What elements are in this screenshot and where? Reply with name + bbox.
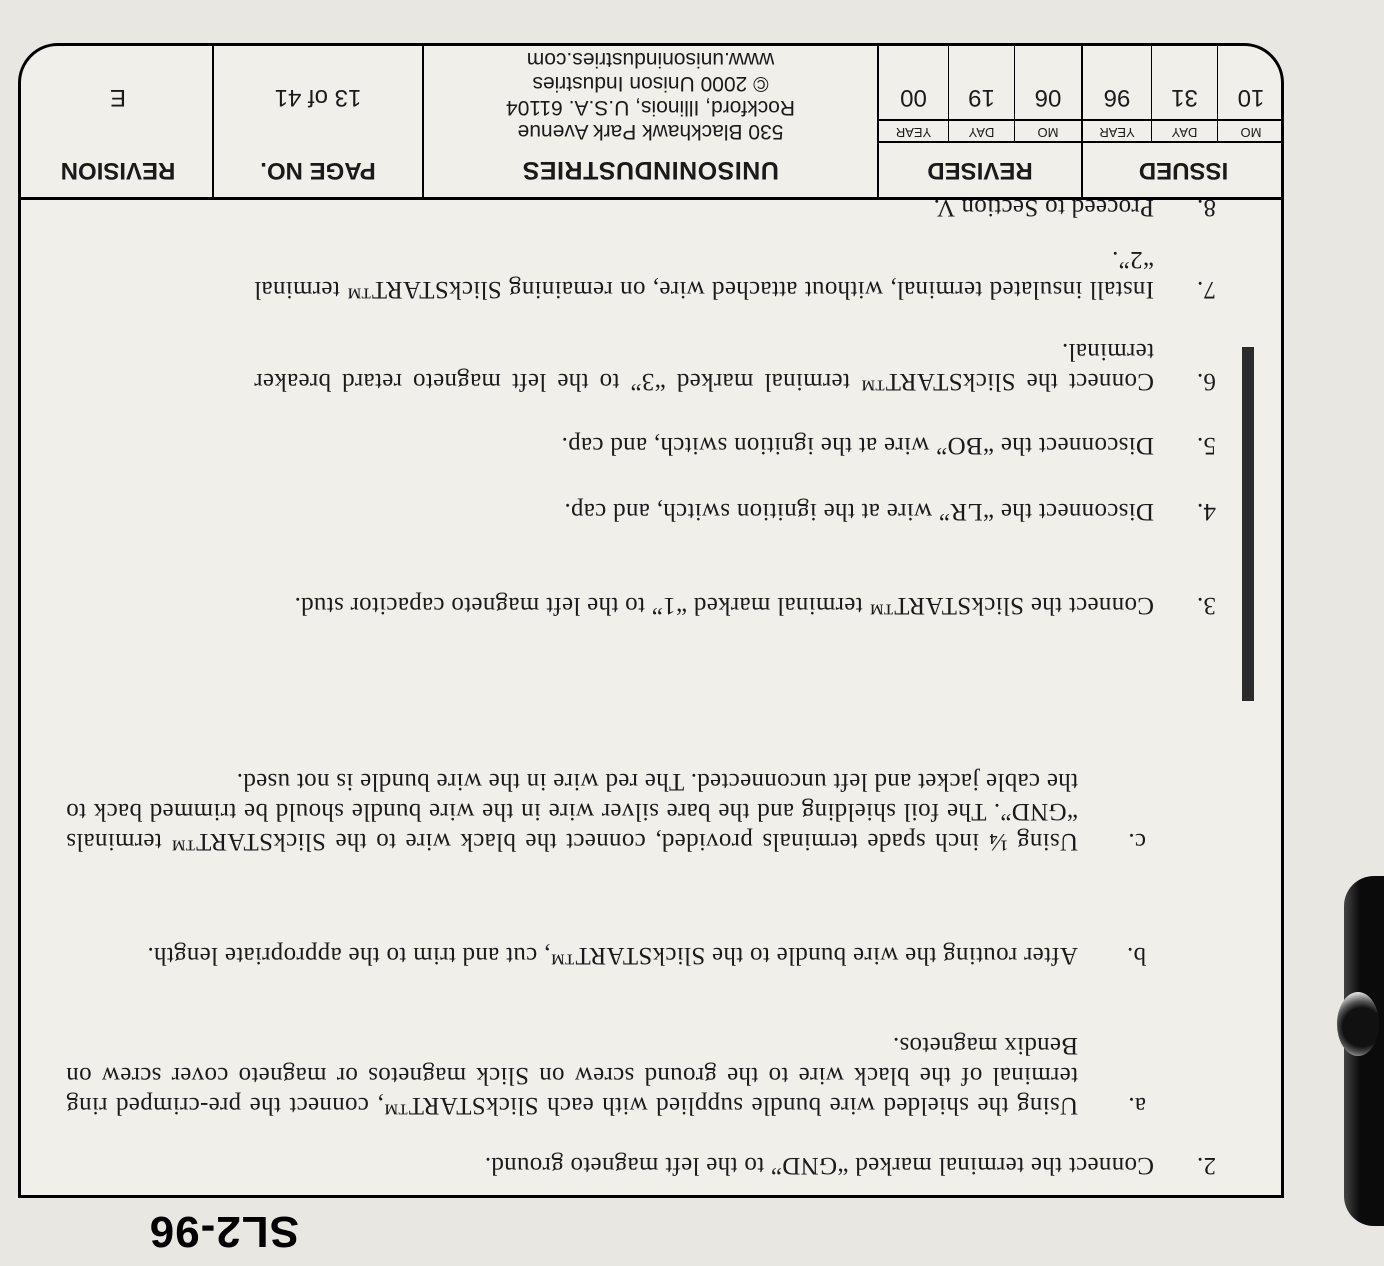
year-label: YEAR (1099, 125, 1135, 140)
binder-hole (1337, 992, 1379, 1056)
revision-change-bar (1242, 347, 1254, 701)
document-footer (18, 40, 1284, 200)
document-id: SL2-96 (148, 1207, 299, 1256)
issued-values (1083, 43, 1284, 121)
issued-year: 96 (1103, 84, 1131, 111)
step-number: 4. (1196, 498, 1216, 525)
revised-values (879, 43, 1081, 121)
step-text: Using ¼ inch spade terminals provided, connect the black wire to the SlickSTART™ terminals “GND”. The foil shielding and the bare silver wire in the wire bundle should be trimmed back to the cable jacket and left unconnected. The red wire in the wire bundle is not used. (66, 768, 1078, 855)
issued-day: 31 (1151, 43, 1217, 121)
step-number: c. (1128, 828, 1146, 855)
step-text: Proceed to Section V. (933, 194, 1154, 221)
page-number-cell (212, 43, 422, 197)
step-text: After routing the wire bundle to the SlickSTART™, cut and trim to the appropriate length. (147, 942, 1078, 969)
step-text: Disconnect the “LR” wire at the ignition switch, and cap. (564, 498, 1154, 525)
company-block (424, 47, 877, 197)
step-text: Using the shielded wire bundle supplied with each SlickSTART™, connect the pre-crimped ring terminal of the black wire to the ground screw on Slick magnetos or magneto cover screw on Bendix magnetos. (66, 1032, 1078, 1119)
revision-cell (24, 43, 212, 197)
revised-sublabels (879, 119, 1081, 143)
mo-label: MO (1217, 121, 1284, 143)
revised-day: 19 (948, 43, 1014, 121)
issued-month: 10 (1217, 43, 1284, 121)
revised-cell (877, 43, 1081, 197)
day-label: DAY (948, 121, 1014, 143)
step-text: Install insulated terminal, without attached wire, on remaining SlickSTART™ terminal “2”. (254, 246, 1154, 303)
step-text: Connect the SlickSTART™ terminal marked “1” to the left magneto capacitor stud. (294, 592, 1154, 619)
issued-label: ISSUED (1083, 141, 1284, 197)
step-number: 3. (1196, 592, 1216, 619)
company-website: www.unisonindustries.com (526, 48, 775, 71)
issued-cell (1081, 43, 1284, 197)
issued-sublabels (1083, 119, 1284, 143)
step-number: 6. (1196, 368, 1216, 395)
company-name: UNISONINDUSTRIES (522, 156, 779, 184)
step-number: 5. (1196, 432, 1216, 459)
step-number: b. (1126, 942, 1146, 969)
revised-month: 06 (1014, 43, 1081, 121)
step-text: Connect the terminal marked “GND” to the left magneto ground. (484, 1152, 1154, 1179)
step-text: Disconnect the “BO” wire at the ignition switch, and cap. (561, 432, 1154, 459)
mo-label: MO (1014, 121, 1081, 143)
company-copyright: © 2000 Unison Industries (532, 72, 769, 95)
step-text: Connect the SlickSTART™ terminal marked “3” to the left magneto retard breaker terminal. (254, 338, 1154, 395)
step-number: 8. (1196, 194, 1216, 221)
page-number-value: 13 of 41 (274, 84, 362, 111)
year-label: YEAR (895, 125, 932, 140)
company-cell (422, 43, 877, 197)
step-number: a. (1128, 1092, 1146, 1119)
step-number: 7. (1196, 276, 1216, 303)
company-address-1: 530 Blackhawk Park Avenue (517, 120, 784, 143)
revised-label: REVISED (879, 141, 1081, 197)
company-address-2: Rockford, Illinois, U.S.A. 61104 (505, 96, 796, 119)
day-label: DAY (1151, 121, 1217, 143)
revision-label: REVISION (60, 157, 176, 184)
revision-value: E (110, 84, 127, 111)
revised-year: 00 (900, 84, 927, 111)
page-number-label: PAGE NO. (260, 157, 376, 184)
step-number: 2. (1196, 1152, 1216, 1179)
